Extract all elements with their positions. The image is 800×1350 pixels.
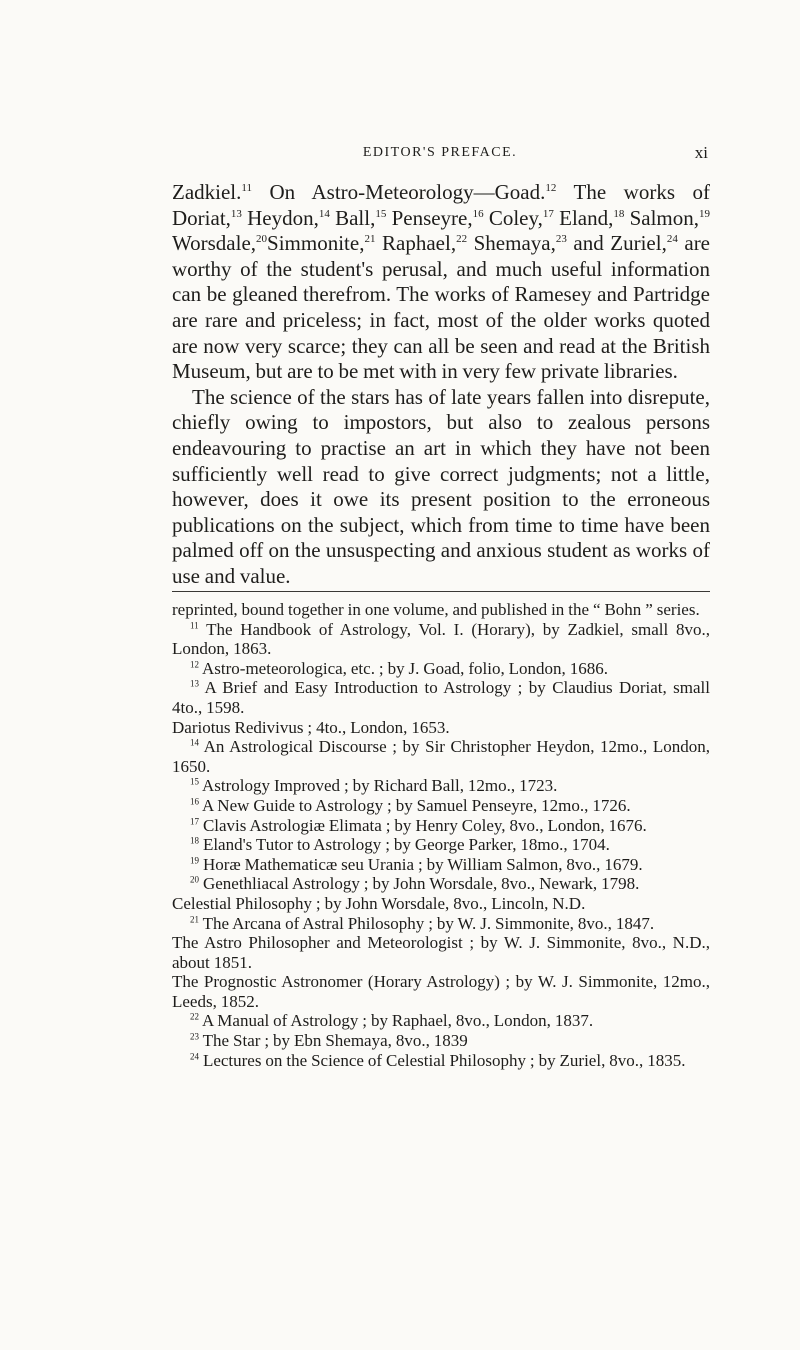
footnote-13 <box>172 678 710 717</box>
footnote-17 <box>172 816 710 836</box>
footnote-ref-21: 21 <box>364 233 376 246</box>
footnote-subentry: Celestial Philosophy ; by John Worsdale, 8vo., Lincoln, N.D. <box>172 893 586 913</box>
footnote-number: 20 <box>190 874 199 885</box>
footnote-14 <box>172 737 710 776</box>
page-header <box>172 143 708 167</box>
footnote-number: 12 <box>190 659 199 670</box>
footnote-text: Horæ Mathematicæ seu Urania ; by William Salmon, 8vo., 1679. <box>199 854 643 874</box>
footnote-16 <box>172 796 710 816</box>
footnote-11 <box>172 620 710 659</box>
footnote-text: An Astrological Discourse ; by Sir Christopher Heydon, 12mo., London, 1650. <box>172 737 710 776</box>
footnote-ref-20: 20 <box>256 233 268 246</box>
footnote-number: 22 <box>190 1011 199 1022</box>
footnote-number: 15 <box>190 776 199 787</box>
footnote-21 <box>172 914 710 934</box>
footnote-ref-15: 15 <box>375 207 387 220</box>
footnote-number: 16 <box>190 796 199 807</box>
footnote-number: 19 <box>190 855 199 866</box>
footnote-22 <box>172 1011 710 1031</box>
footnote-text: Clavis Astrologiæ Elimata ; by Henry Coley, 8vo., London, 1676. <box>199 815 647 835</box>
footnote-subentry: The Astro Philosopher and Meteorologist ; by W. J. Simmonite, 8vo., N.D., about 1851. <box>172 933 710 972</box>
footnote-ref-11: 11 <box>241 182 252 194</box>
footnote-15 <box>172 776 710 796</box>
footnote-text: Lectures on the Science of Celestial Philosophy ; by Zuriel, 8vo., 1835. <box>199 1050 686 1070</box>
footnote-subentry: Dariotus Redivivus ; 4to., London, 1653. <box>172 717 450 737</box>
footnote-text: Eland's Tutor to Astrology ; by George Parker, 18mo., 1704. <box>199 835 610 855</box>
footnote-text: The Star ; by Ebn Shemaya, 8vo., 1839 <box>199 1031 468 1051</box>
footnote-number: 17 <box>190 815 199 826</box>
footnotes <box>172 600 710 1070</box>
footnote-ref-19: 19 <box>699 207 710 220</box>
footnote-number: 23 <box>190 1031 199 1042</box>
footnote-divider <box>172 591 710 592</box>
footnote-19 <box>172 855 710 875</box>
footnote-continuation: reprinted, bound together in one volume, and published in the “ Bohn ” series. <box>172 600 700 619</box>
paragraph-1: Zadkiel.$^{11}$ On Astro-Meteorology—Goad.$^{12}$ The works of Doriat,$^{13}$ Heydon,$^{14}$ Ball,$^{15}$ Penseyre,$^{16}$ Coley,$^{17}$ Eland,$^{18}$ Salmon,$^{19}$ Worsdale,$^{20}$Simmonite,$^{21}$ Raphael,$^{22}$ Shemaya,$^{23}$ and Zuriel,$^{24}$ are worthy of the student's perusal, and much useful information can be gleaned therefrom. The works of Ramesey and Partridge are rare and priceless; in fact, most of the older works quoted are now very scarce; they can all be seen and read at the British Museum, but are to be met with in very few private libraries. <box>172 180 711 384</box>
footnote-ref-23: 23 <box>555 233 567 246</box>
footnote-12 <box>172 659 710 679</box>
footnote-list <box>172 620 710 1071</box>
footnote-text: Astro-meteorologica, etc. ; by J. Goad, folio, London, 1686. <box>199 658 609 678</box>
footnote-text: A Manual of Astrology ; by Raphael, 8vo., London, 1837. <box>199 1011 594 1031</box>
footnote-ref-17: 17 <box>542 207 554 220</box>
footnote-text: A Brief and Easy Introduction to Astrology ; by Claudius Doriat, small 4to., 1598. <box>172 678 710 717</box>
footnote-number: 21 <box>190 913 199 924</box>
footnote-18 <box>172 835 710 855</box>
footnote-number: 24 <box>190 1051 199 1061</box>
footnote-text: Genethliacal Astrology ; by John Worsdale, 8vo., Newark, 1798. <box>199 874 640 894</box>
footnote-20 <box>172 874 710 894</box>
footnote-ref-16: 16 <box>472 207 484 220</box>
body-text <box>172 180 710 590</box>
footnote-ref-24: 24 <box>666 233 678 246</box>
footnote-24 <box>172 1051 710 1071</box>
footnote-number: 18 <box>190 835 199 846</box>
footnote-subentry: The Prognostic Astronomer (Horary Astrology) ; by W. J. Simmonite, 12mo., Leeds, 1852. <box>172 972 710 1011</box>
footnote-ref-22: 22 <box>456 233 468 246</box>
footnote-text: Astrology Improved ; by Richard Ball, 12mo., 1723. <box>199 776 558 796</box>
footnote-number: 11 <box>190 619 199 630</box>
footnote-number: 14 <box>190 737 199 748</box>
footnote-text: A New Guide to Astrology ; by Samuel Penseyre, 12mo., 1726. <box>199 795 631 815</box>
footnote-ref-14: 14 <box>318 207 330 220</box>
footnote-text: The Arcana of Astral Philosophy ; by W. J. Simmonite, 8vo., 1847. <box>199 913 655 933</box>
footnote-number: 13 <box>190 678 199 689</box>
footnote-ref-12: 12 <box>545 182 557 194</box>
footnote-ref-13: 13 <box>230 207 242 220</box>
paragraph-2: The science of the stars has of late years fallen into disrepute, chiefly owing to impostors, but also to zealous persons endeavouring to practise an art in which they have not been sufficiently well read to give correct judgments; not a little, however, does it owe its present position to the erroneous publications on the subject, which from time to time have been palmed off on the unsuspecting and anxious student as works of use and value. <box>172 384 710 588</box>
footnote-23 <box>172 1031 710 1051</box>
page-number: xi <box>694 143 708 162</box>
running-head: EDITOR'S PREFACE. <box>362 145 518 160</box>
footnote-text: The Handbook of Astrology, Vol. I. (Horary), by Zadkiel, small 8vo., London, 1863. <box>172 619 710 659</box>
footnote-ref-18: 18 <box>613 207 625 220</box>
